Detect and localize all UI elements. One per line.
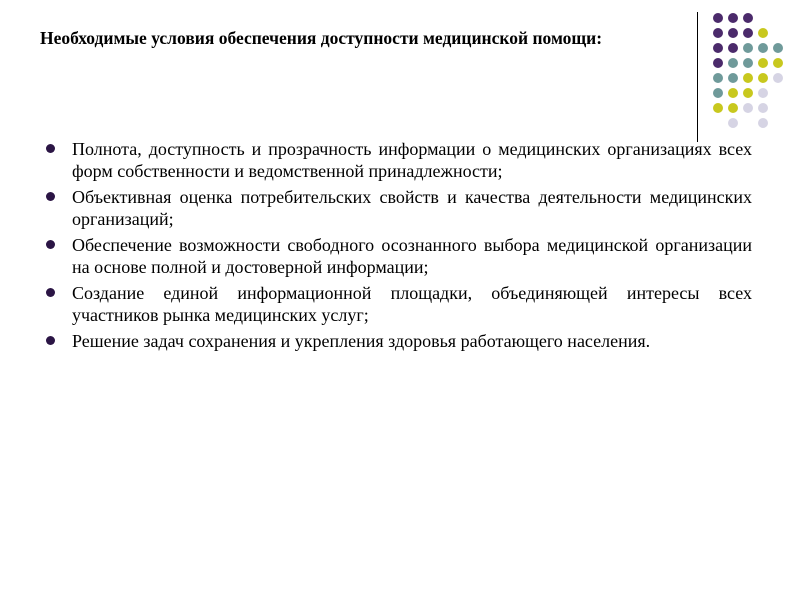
decorative-dot: [713, 13, 723, 23]
decorative-dot: [728, 13, 738, 23]
decorative-dot: [713, 58, 723, 68]
decorative-dot: [758, 88, 768, 98]
decorative-dot: [773, 43, 783, 53]
bullet-dot-icon: [46, 144, 55, 153]
decorative-dot: [743, 28, 753, 38]
decorative-dot: [758, 118, 768, 128]
decorative-dot: [773, 73, 783, 83]
bullet-text: Решение задач сохранения и укрепления здоровья работающего населения.: [72, 331, 651, 351]
decorative-dot: [743, 88, 753, 98]
bullet-item: [46, 234, 752, 278]
decorative-dot: [743, 73, 753, 83]
decorative-dot: [728, 58, 738, 68]
decorative-dot: [773, 58, 783, 68]
decorative-dot: [713, 43, 723, 53]
bullet-dot-icon: [46, 240, 55, 249]
bullet-text: Полнота, доступность и прозрачность информации о медицинских организациях всех форм собственности и ведомственной принадлежности;: [72, 139, 752, 181]
decorative-dot: [743, 58, 753, 68]
decorative-dot: [758, 58, 768, 68]
bullet-item: [46, 186, 752, 230]
decorative-dot: [728, 88, 738, 98]
decorative-dot: [728, 73, 738, 83]
decorative-dot-grid: [710, 11, 800, 131]
bullet-text: Объективная оценка потребительских свойств и качества деятельности медицинских организаций;: [72, 187, 752, 229]
decorative-dot: [743, 103, 753, 113]
bullet-text: Создание единой информационной площадки, объединяющей интересы всех участников рынка медицинских услуг;: [72, 283, 752, 325]
decorative-dot: [728, 103, 738, 113]
bullet-item: [46, 138, 752, 182]
decorative-dot: [758, 43, 768, 53]
decorative-dot: [743, 43, 753, 53]
decorative-dot: [758, 28, 768, 38]
bullet-dot-icon: [46, 336, 55, 345]
decorative-dot: [713, 73, 723, 83]
bullet-dot-icon: [46, 288, 55, 297]
decorative-dot: [713, 28, 723, 38]
decorative-dot: [713, 88, 723, 98]
decorative-dot: [713, 103, 723, 113]
title-divider: [697, 12, 698, 142]
decorative-dot: [728, 43, 738, 53]
decorative-dot: [758, 103, 768, 113]
bullet-dot-icon: [46, 192, 55, 201]
decorative-dot: [743, 13, 753, 23]
bullet-item: [46, 330, 752, 352]
decorative-dot: [728, 118, 738, 128]
bullet-text: Обеспечение возможности свободного осознанного выбора медицинской организации на основе полной и достоверной информации;: [72, 235, 752, 277]
bullet-item: [46, 282, 752, 326]
slide-title: Необходимые условия обеспечения доступности медицинской помощи:: [40, 28, 603, 48]
bullet-list: [46, 138, 752, 356]
decorative-dot: [728, 28, 738, 38]
decorative-dot: [758, 73, 768, 83]
